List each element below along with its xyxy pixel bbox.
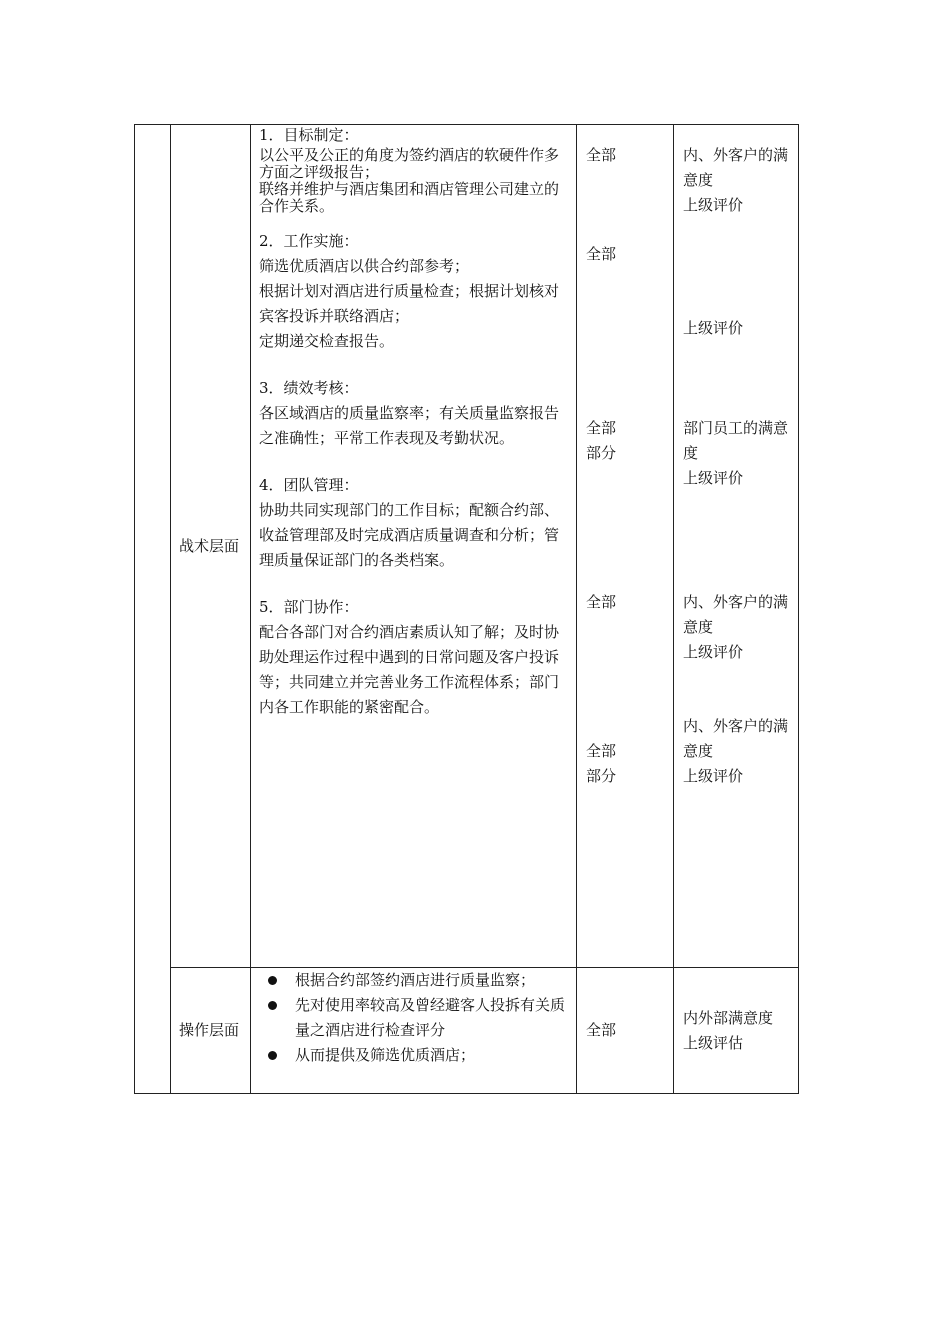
block-title: 1．目标制定： — [259, 126, 359, 144]
tactical-level-cell — [171, 125, 251, 968]
operational-content-cell — [251, 968, 577, 1094]
block-team-management — [259, 473, 570, 573]
list-item — [259, 1043, 570, 1068]
block-goal-setting — [259, 127, 570, 215]
block-title: 4．团队管理： — [259, 476, 359, 494]
scope-entry: 全部 部分 — [586, 419, 617, 462]
scope-entry: 全部 — [586, 146, 617, 164]
operational-eval-cell — [674, 968, 799, 1094]
bullet-icon — [268, 976, 277, 985]
tactical-scope-cell — [577, 125, 674, 968]
eval-entry: 上级评价 — [683, 319, 744, 337]
scope-entry: 全部 — [586, 245, 617, 263]
block-implementation — [259, 229, 570, 354]
eval-entry: 内、外客户的满意度 上级评价 — [683, 146, 789, 214]
block-line: 筛选优质酒店以供合约部参考； — [259, 257, 470, 275]
tactical-row — [135, 125, 799, 968]
block-line: 联络并维护与酒店集团和酒店管理公司建立的合作关系。 — [259, 180, 560, 215]
block-line: 根据计划对酒店进行质量检查；根据计划核对宾客投诉并联络酒店； — [259, 282, 560, 325]
bullet-text: 从而提供及筛选优质酒店； — [295, 1046, 476, 1064]
block-line: 定期递交检查报告。 — [259, 332, 395, 350]
tactical-level-label: 战术层面 — [179, 536, 240, 555]
bullet-text: 先对使用率较高及曾经避客人投拆有关质量之酒店进行检查评分 — [295, 996, 566, 1039]
block-line: 协助共同实现部门的工作目标；配额合约部、收益管理部及时完成酒店质量调查和分析；管理质量保证部门的各类档案。 — [259, 501, 560, 569]
bullet-icon — [268, 1001, 277, 1010]
operational-level-cell — [171, 968, 251, 1094]
eval-entry: 内、外客户的满意度 上级评价 — [683, 593, 789, 661]
bullet-text: 根据合约部签约酒店进行质量监察； — [295, 971, 536, 989]
operational-eval: 内外部满意度 上级评估 — [683, 1008, 774, 1052]
eval-entry: 内、外客户的满意度 上级评价 — [683, 717, 789, 785]
blank-cell — [135, 125, 171, 1094]
evaluation-table — [134, 124, 799, 1094]
block-collaboration — [259, 595, 570, 720]
operational-level-label: 操作层面 — [179, 1021, 240, 1039]
block-line: 以公平及公正的角度为签约酒店的软硬件作多方面之评级报告； — [259, 146, 560, 181]
list-item — [259, 993, 570, 1043]
block-title: 3．绩效考核： — [259, 379, 359, 397]
scope-entry: 全部 部分 — [586, 742, 617, 785]
operational-scope-cell — [577, 968, 674, 1094]
operational-scope: 全部 — [586, 1021, 617, 1039]
block-title: 2．工作实施： — [259, 232, 359, 250]
eval-entry: 部门员工的满意度 上级评价 — [683, 419, 789, 487]
tactical-eval-cell — [674, 125, 799, 968]
block-line: 各区域酒店的质量监察率；有关质量监察报告之准确性；平常工作表现及考勤状况。 — [259, 404, 560, 447]
operational-row — [135, 968, 799, 1094]
operational-bullet-list — [259, 968, 570, 1068]
block-line: 配合各部门对合约酒店素质认知了解；及时协助处理运作过程中遇到的日常问题及客户投诉等；共同建立并完善业务工作流程体系；部门内各工作职能的紧密配合。 — [259, 623, 560, 716]
block-title: 5．部门协作： — [259, 598, 359, 616]
scope-entry: 全部 — [586, 593, 617, 611]
list-item — [259, 968, 570, 993]
bullet-icon — [268, 1051, 277, 1060]
block-performance — [259, 376, 570, 451]
tactical-content-cell — [251, 125, 577, 968]
